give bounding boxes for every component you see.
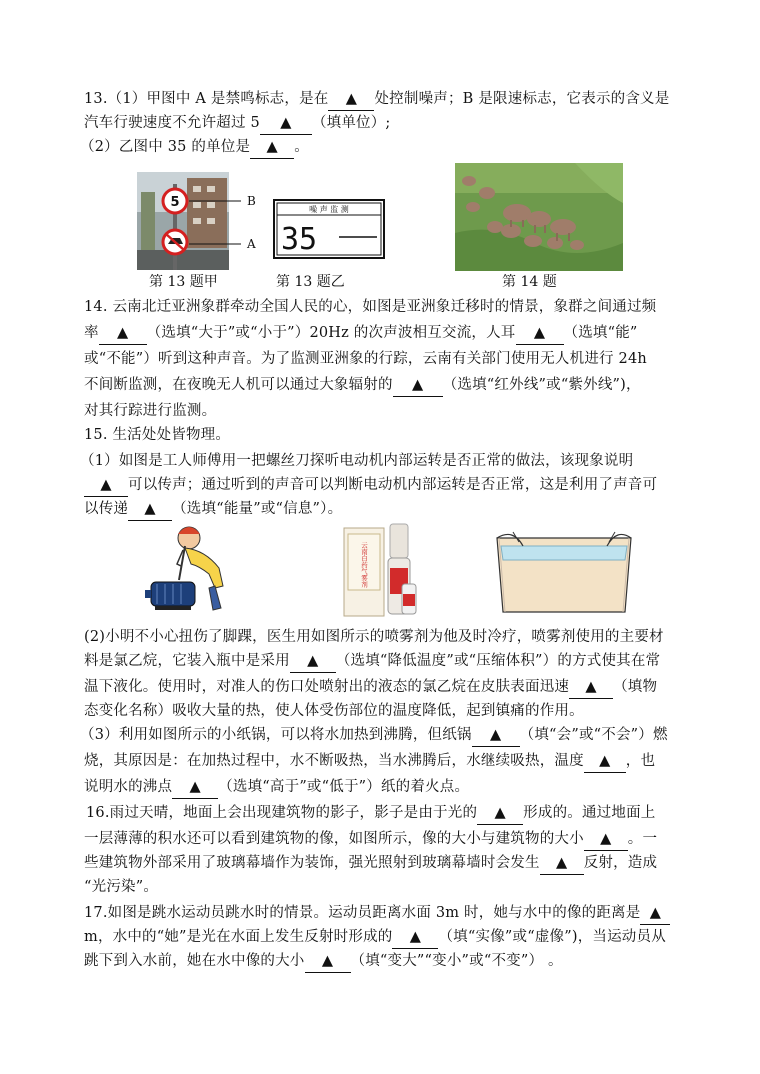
elephant-herd-photo [455,163,623,271]
spray-box-text: 云南白药气雾剂 [360,542,368,588]
q15-text: 料是氯乙烷，它装入瓶中是采用 [84,653,290,669]
q15-p1-line-2 [84,474,684,497]
q15-p1-line-1 [80,450,680,472]
q15-text: （填“会”或“不会”）燃 [519,727,668,743]
figure-14 [455,163,623,271]
q13-line-3 [80,136,680,159]
q14-text: （选填“能” [563,325,638,341]
answer-blank[interactable]: ▲ [84,474,128,497]
answer-blank[interactable]: ▲ [128,498,172,521]
q14-text: （选填“大于”或“小于”）20Hz 的次声波相互交流，人耳 [146,325,516,341]
q15-text: 态变化名称）吸收大量的热，使人体受伤部位的温度降低，起到镇痛的作用。 [84,703,584,719]
q17-text: （填“变大”“变小”或“不变”） 。 [350,953,563,969]
q16-text: 反射，造成 [583,855,658,871]
q15-p2-line-1 [84,626,684,648]
q15-text: 以传递 [84,501,129,517]
q17-text: （填“实像”或“虚像”)，当运动员从 [438,929,666,945]
answer-blank[interactable]: ▲ [540,852,584,875]
caption-14: 第 14 题 [502,274,557,290]
q15-p1-line-3 [84,498,684,521]
paper-pot-illustration [493,524,635,616]
answer-blank[interactable]: ▲ [99,322,147,345]
answer-blank[interactable]: ▲ [584,828,628,851]
caption-13-jia: 第 13 题甲 [149,274,218,290]
q15-text: 温下液化。使用时，对准人的伤口处喷射出的液态的氯乙烷在皮肤表面迅速 [84,679,570,695]
q15-p2-line-2 [84,650,684,673]
q13-line-2 [84,112,684,135]
q15-text: 15. 生活处处皆物理。 [84,427,231,443]
q16-line-4 [84,876,684,898]
q15-p3-line-1 [80,724,680,747]
q17-text: 跳下到入水前，她在水中像的大小 [84,953,305,969]
noise-monitor-value: 35 [281,222,318,257]
q15-title [84,424,684,446]
figure-spray [318,520,418,618]
q17-text: m，水中的“她”是光在水面上发生反射时形成的 [84,929,393,945]
q15-text: （填物 [613,679,658,695]
q15-p3-line-3 [84,776,684,799]
traffic-sign-photo [137,172,263,270]
q15-text: （选填“降低温度”或“压缩体积”）的方式使其在常 [335,653,661,669]
q14-text: 对其行踪进行监测。 [84,403,217,419]
q15-text: ，也 [625,753,656,769]
q16-line-2 [84,828,684,851]
q13-text: 汽车行驶速度不允许超过 5 [84,115,260,131]
answer-blank[interactable]: ▲ [516,322,564,345]
figure-paper-pot [493,524,635,616]
q16-text: 16.雨过天晴，地面上会出现建筑物的影子，影子是由于光的 [86,805,478,821]
q17-text: 17.如图是跳水运动员跳水时的情景。运动员距离水面 3m 时，她与水中的像的距离是 [84,905,641,921]
answer-blank[interactable]: ▲ [472,724,520,747]
answer-blank[interactable]: ▲ [260,112,312,135]
q14-line-4 [84,374,684,397]
q14-text: 率 [84,325,99,341]
q13-text: （2）乙图中 35 的单位是 [80,139,251,155]
q15-text: (2)小明不小心扭伤了脚踝，医生用如图所示的喷雾剂为他及时冷疗，喷雾剂使用的主要材 [84,629,664,645]
noise-monitor-display [273,199,385,259]
answer-blank[interactable]: ▲ [250,136,294,159]
answer-blank[interactable]: ▲ [477,802,523,825]
answer-blank[interactable]: ▲ [393,374,443,397]
answer-blank[interactable]: ▲ [172,776,218,799]
q17-line-2 [84,926,684,949]
q15-text: （选填“能量”或“信息”）。 [172,501,343,517]
q17-line-3 [84,950,684,973]
figure-13-yi [273,199,385,259]
q14-text: 不间断监测，在夜晚无人机可以通过大象辐射的 [84,377,393,393]
q13-text: （填单位）; [311,115,391,131]
q15-p3-line-2 [84,750,684,773]
label-a: A [247,237,256,251]
q17-line-1 [84,902,684,925]
caption-13-yi: 第 13 题乙 [276,274,345,290]
spray-bottle-photo [318,520,418,618]
q14-line-1 [84,296,684,318]
q14-line-2 [84,322,684,345]
q16-text: 形成的。通过地面上 [523,805,656,821]
q14-text: （选填“红外线”或“紫外线”)， [442,377,641,393]
q15-text: 可以传声；通过听到的声音可以判断电动机内部运转是否正常，这是利用了声音可 [128,477,658,493]
q14-text: 或“不能”）听到这种声音。为了监测亚洲象的行踪，云南有关部门使用无人机进行 24h [84,351,647,367]
q16-line-1 [86,802,686,825]
figure-13-jia [137,172,263,270]
q15-text: （选填“高于”或“低于”）纸的着火点。 [218,779,470,795]
answer-blank[interactable]: ▲ [569,676,613,699]
q15-p2-line-4 [84,700,684,722]
q13-text: 。 [294,139,309,155]
answer-blank[interactable]: ▲ [290,650,336,673]
q16-text: “光污染”。 [84,879,159,895]
q15-text: （1）如图是工人师傅用一把螺丝刀探听电动机内部运转是否正常的做法，该现象说明 [80,453,634,469]
figure-worker-motor [145,522,245,614]
answer-blank[interactable]: ▲ [392,926,438,949]
speed-limit-number: 5 [170,195,180,210]
answer-blank[interactable]: ▲ [328,88,374,111]
q14-line-5 [84,400,684,422]
q15-p2-line-3 [84,676,684,699]
answer-blank[interactable]: ▲ [305,950,351,973]
q13-line-1 [84,88,684,111]
q14-line-3 [84,348,684,370]
q15-text: 烧，其原因是：在加热过程中，水不断吸热，当水沸腾后，水继续吸热，温度 [84,753,584,769]
noise-monitor-title: 噪 声 监 测 [309,205,349,214]
q13-text: 13.（1）甲图中 A 是禁鸣标志，是在 [84,91,329,107]
q16-line-3 [84,852,684,875]
q15-text: （3）利用如图所示的小纸锅，可以将水加热到沸腾，但纸锅 [80,727,472,743]
label-b: B [247,194,256,208]
q16-text: 一层薄薄的积水还可以看到建筑物的像，如图所示，像的大小与建筑物的大小 [84,831,584,847]
q16-text: 些建筑物外部采用了玻璃幕墙作为装饰，强光照射到玻璃幕墙时会发生 [84,855,540,871]
q15-text: 说明水的沸点 [84,779,173,795]
q16-text: 。一 [627,831,658,847]
q13-text: 处控制噪声；B 是限速标志，它表示的含义是 [374,91,670,107]
answer-blank[interactable]: ▲ [640,902,670,925]
worker-listening-motor-illustration [145,522,245,614]
answer-blank[interactable]: ▲ [584,750,626,773]
q14-text: 14. 云南北迁亚洲象群牵动全国人民的心，如图是亚洲象迁移时的情景，象群之间通过频 [84,299,657,315]
